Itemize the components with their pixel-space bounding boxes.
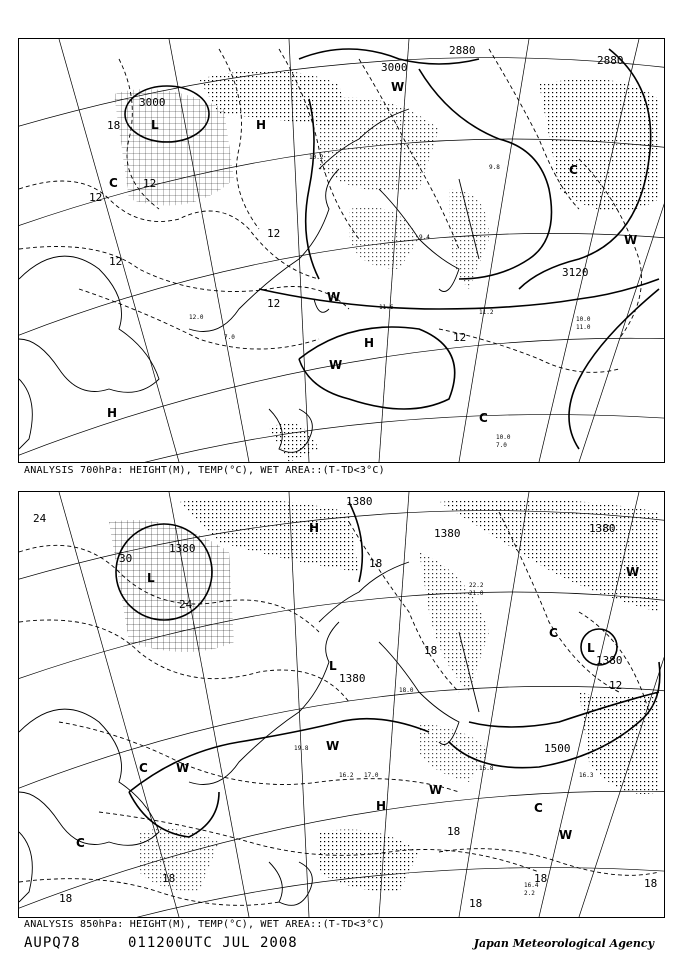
warm-center-label: W — [624, 233, 638, 247]
height-label: 2880 — [449, 44, 476, 57]
temp-label: 30 — [119, 552, 133, 565]
warm-center-label: W — [391, 80, 405, 94]
cold-center-label: C — [569, 163, 578, 177]
low-center-label: L — [147, 571, 155, 585]
cold-center-label: C — [109, 176, 118, 190]
temp-label: 24 — [179, 598, 193, 611]
warm-center-label: W — [429, 783, 443, 797]
temp-label: 18 — [107, 119, 121, 132]
temp-label: 12 — [109, 255, 123, 268]
temp-label: 18 — [59, 892, 73, 905]
map-700hpa-canvas — [19, 39, 664, 462]
station-value: 22.2 — [469, 582, 484, 589]
analysis-datetime: 011200UTC JUL 2008 — [128, 935, 298, 951]
temp-label: 12 — [89, 191, 103, 204]
cold-center-label: C — [479, 411, 488, 425]
station-value: 2.2 — [524, 890, 535, 897]
temp-label: 18 — [469, 897, 483, 910]
temp-label: 18 — [644, 877, 658, 890]
station-value: 9.4 — [419, 234, 430, 241]
station-value: 11.0 — [576, 324, 591, 331]
temp-label: 24 — [33, 512, 47, 525]
high-center-label: H — [376, 799, 387, 813]
temp-label: 12 — [267, 227, 281, 240]
temp-label: 12 — [453, 331, 467, 344]
cold-center-label: C — [549, 626, 558, 640]
temp-label: 18 — [162, 872, 176, 885]
temp-label: 18 — [447, 825, 461, 838]
station-value: 10.0 — [576, 316, 591, 323]
low-center-label: L — [587, 641, 595, 655]
height-label: 1380 — [346, 495, 373, 508]
station-value: 16.3 — [579, 772, 594, 779]
height-label: 1500 — [544, 742, 571, 755]
caption-700hpa: ANALYSIS 700hPa: HEIGHT(M), TEMP(°C), WET AREA::(T-TD<3°C) — [24, 465, 385, 476]
station-value: 18.0 — [399, 687, 414, 694]
cold-center-label: C — [534, 801, 543, 815]
temp-label: 12 — [267, 297, 281, 310]
high-center-label: H — [256, 118, 267, 132]
wet-area-850 — [109, 499, 659, 892]
high-center-label: H — [364, 336, 375, 350]
height-label: 3000 — [381, 61, 408, 74]
chart-code: AUPQ78 — [24, 935, 81, 951]
station-value: 21.0 — [469, 590, 484, 597]
height-label: 1380 — [169, 542, 196, 555]
height-label: 3000 — [139, 96, 166, 109]
height-label: 1380 — [339, 672, 366, 685]
temp-label: 18 — [369, 557, 383, 570]
warm-center-label: W — [176, 761, 190, 775]
temp-label: 18 — [534, 872, 548, 885]
temp-label: 18 — [424, 644, 438, 657]
height-label: 3120 — [562, 266, 589, 279]
station-value: 12.0 — [189, 314, 204, 321]
height-label: 1380 — [596, 654, 623, 667]
temp-label: 12 — [143, 177, 157, 190]
temp-label: 12 — [609, 679, 623, 692]
low-center-label: L — [329, 659, 337, 673]
warm-center-label: W — [626, 565, 640, 579]
station-value: 17.0 — [364, 772, 379, 779]
warm-center-label: W — [329, 358, 343, 372]
warm-center-label: W — [559, 828, 573, 842]
cold-center-label: C — [76, 836, 85, 850]
analysis-map-850hpa — [18, 491, 665, 918]
station-value: 15.8 — [479, 765, 494, 772]
station-value: 7.0 — [496, 442, 507, 449]
height-label: 1380 — [589, 522, 616, 535]
caption-850hpa: ANALYSIS 850hPa: HEIGHT(M), TEMP(°C), WET AREA::(T-TD<3°C) — [24, 919, 385, 930]
station-value: 11.6 — [379, 304, 394, 311]
agency-credit: Japan Meteorological Agency — [473, 937, 654, 950]
station-value: 9.8 — [489, 164, 500, 171]
warm-center-label: W — [327, 290, 341, 304]
station-value: 10.0 — [496, 434, 511, 441]
warm-center-label: W — [326, 739, 340, 753]
high-center-label: H — [309, 521, 320, 535]
station-value: 16.4 — [524, 882, 539, 889]
station-value: 19.8 — [294, 745, 309, 752]
station-value: 10.2 — [309, 154, 324, 161]
analysis-map-700hpa — [18, 38, 665, 463]
station-value: 16.2 — [339, 772, 354, 779]
station-value: 7.0 — [224, 334, 235, 341]
station-value: 11.2 — [479, 309, 494, 316]
map-850hpa-canvas — [19, 492, 664, 917]
cold-center-label: C — [139, 761, 148, 775]
high-center-label: H — [107, 406, 118, 420]
height-label: 1380 — [434, 527, 461, 540]
station-values-700 — [189, 154, 591, 449]
low-center-label: L — [151, 118, 159, 132]
height-label: 2880 — [597, 54, 624, 67]
